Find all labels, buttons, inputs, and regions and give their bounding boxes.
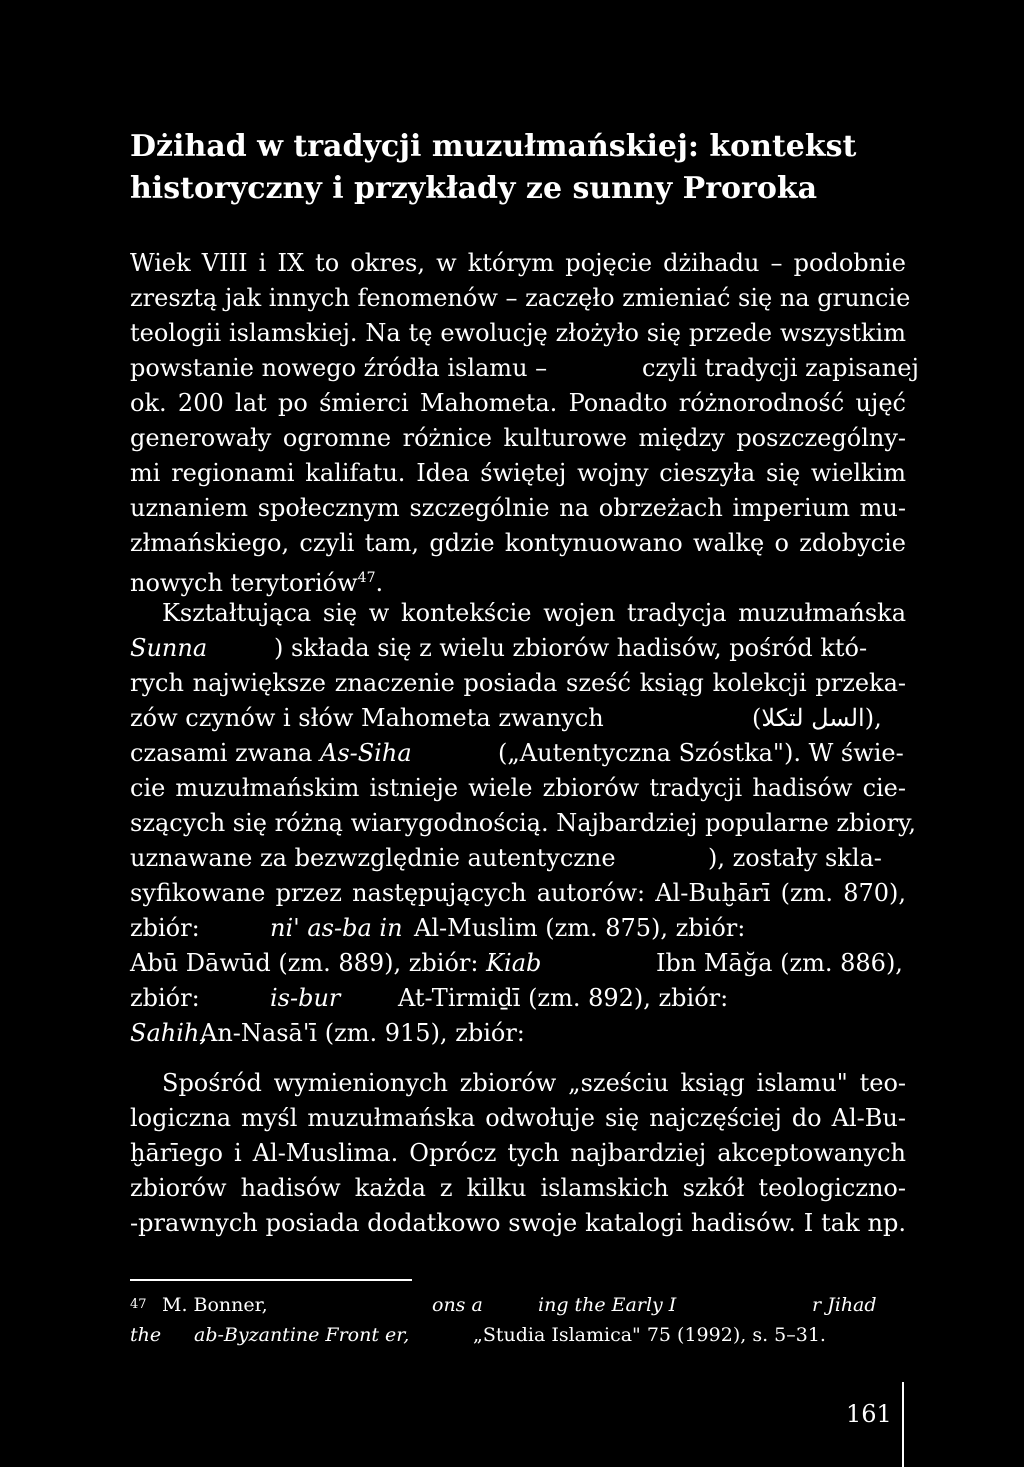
footnote-author: M. Bonner, <box>162 1294 268 1316</box>
text-line: ok. 200 lat po śmierci Mahometa. Ponadto różnorodność ujęć <box>130 389 906 417</box>
arabic-fragment: (السل لتكلا), <box>752 704 882 732</box>
text-line <box>130 562 906 599</box>
text-line: teologii islamskiej. Na tę ewolucję złożyło się przede wszystkim <box>130 319 906 347</box>
text-line <box>130 737 906 769</box>
text-fragment: czasami zwana <box>130 739 313 767</box>
footnote-source: „Studia Islamica" 75 (1992), s. 5–31. <box>473 1324 826 1346</box>
page-number: 161 <box>846 1400 892 1428</box>
text-line: cie muzułmańskim istnieje wiele zbiorów tradycji hadisów cie- <box>130 774 906 802</box>
text-fragment: Sunna <box>130 634 208 662</box>
footnote-title-fragment: the <box>130 1324 162 1346</box>
text-fragment: zbiór: <box>130 914 200 942</box>
text-line: uznaniem społecznym szczególnie na obrzeżach imperium mu- <box>130 494 906 522</box>
text-line: Wiek VIII i IX to okres, w którym pojęcie dżihadu – podobnie <box>130 249 906 277</box>
text-line <box>130 947 906 979</box>
page-number-rule <box>902 1382 904 1467</box>
footnote-reference: 47 <box>357 570 376 586</box>
text-line: syfikowane przez następujących autorów: Al-Buḫārī (zm. 870), <box>130 879 906 907</box>
text-fragment: („Autentyczna Szóstka"). W świe- <box>498 739 904 767</box>
text-fragment: powstanie nowego źródła islamu – <box>130 354 548 382</box>
text-line: Spośród wymienionych zbiorów „sześciu ksiąg islamu" teo- <box>162 1069 906 1097</box>
text-fragment: As-Siha <box>319 739 412 767</box>
footnote-title-fragment: ons a <box>432 1294 483 1316</box>
text-fragment: is-bur <box>270 984 341 1012</box>
text-line: mi regionami kalifatu. Idea świętej wojny cieszyła się wielkim <box>130 459 906 487</box>
text-line <box>130 352 919 384</box>
text-fragment: Ibn Māğa (zm. 886), <box>656 949 903 977</box>
text-line <box>130 842 906 874</box>
footnote-title-fragment: ab-Byzantine Front er, <box>194 1324 410 1346</box>
footnote-title-fragment: r Jihad <box>812 1294 877 1316</box>
text-fragment: Kiab <box>486 949 542 977</box>
text-line: zresztą jak innych fenomenów – zaczęło zmieniać się na gruncie <box>130 284 911 312</box>
text-fragment: ni' as-ba in <box>270 914 403 942</box>
text-fragment: ), zostały skla- <box>708 844 882 872</box>
text-line: złmańskiego, czyli tam, gdzie kontynuowano walkę o zdobycie <box>130 529 906 557</box>
footnote-line-2 <box>130 1322 826 1348</box>
text-fragment: zów czynów i słów Mahometa zwanych <box>130 704 604 732</box>
text-fragment: An-Nasā'ī (zm. 915), zbiór: <box>200 1019 525 1047</box>
footnote-title-fragment: ing the Early I <box>538 1294 677 1316</box>
text-line: szących się różną wiarygodnością. Najbardziej popularne zbiory, <box>130 809 917 837</box>
text-line: generowały ogromne różnice kulturowe między poszczególny- <box>130 424 906 452</box>
text-fragment: At-Tirmiḏī (zm. 892), zbiór: <box>398 984 729 1012</box>
text-fragment: Abū Dāwūd (zm. 889), zbiór: <box>130 949 479 977</box>
text-fragment: uznawane za bezwzględnie autentyczne <box>130 844 616 872</box>
text-fragment: nowych terytoriów <box>130 569 358 597</box>
text-fragment: Sahih, <box>130 1019 207 1047</box>
chapter-title-line-1: Dżihad w tradycji muzułmańskiej: kontekst <box>130 129 857 164</box>
text-fragment: ) składa się z wielu zbiorów hadisów, pośród któ- <box>274 634 868 662</box>
text-fragment: czyli tradycji zapisanej <box>642 354 919 382</box>
text-fragment: Al-Muslim (zm. 875), zbiór: <box>414 914 746 942</box>
text-line: rych największe znaczenie posiada sześć ksiąg kolekcji przeka- <box>130 669 906 697</box>
text-line <box>130 1017 906 1049</box>
footnote-line-1 <box>130 1292 877 1322</box>
text-line <box>130 912 906 944</box>
footnote-number: 47 <box>130 1297 147 1312</box>
text-line: zbiorów hadisów każda z kilku islamskich szkół teologiczno- <box>130 1174 906 1202</box>
text-line: logiczna myśl muzułmańska odwołuje się najczęściej do Al-Bu- <box>130 1104 906 1132</box>
text-line <box>130 982 906 1014</box>
chapter-title-line-2: historyczny i przykłady ze sunny Proroka <box>130 171 818 206</box>
chapter-title <box>130 126 890 210</box>
footnote-separator <box>130 1279 412 1281</box>
text-line: -prawnych posiada dodatkowo swoje katalogi hadisów. I tak np. <box>130 1209 906 1237</box>
text-line <box>130 632 906 664</box>
text-fragment: zbiór: <box>130 984 200 1012</box>
text-fragment: . <box>375 569 384 597</box>
text-line: Kształtująca się w kontekście wojen tradycja muzułmańska <box>162 599 906 627</box>
text-line <box>130 702 906 734</box>
text-line: ḫārīego i Al-Muslima. Oprócz tych najbardziej akceptowanych <box>130 1139 906 1167</box>
